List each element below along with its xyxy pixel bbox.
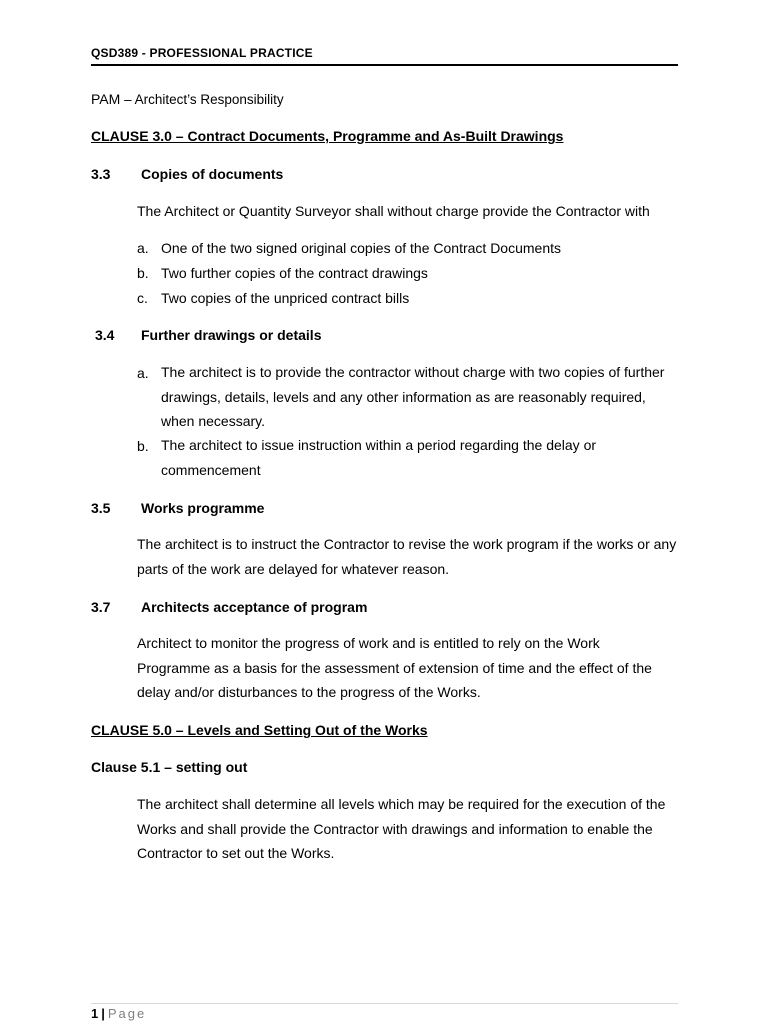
list-item-marker: b. [137, 438, 149, 454]
list-item: Two further copies of the contract drawings [161, 265, 428, 281]
list-item: Two copies of the unpriced contract bills [161, 290, 410, 306]
list-item-marker: a. [137, 365, 149, 381]
list-item-marker: a. [137, 240, 149, 256]
clause-5-1-title: Clause 5.1 – setting out [91, 759, 248, 775]
list-item: One of the two signed original copies of the Contract Documents [161, 240, 561, 256]
list-item: The architect is to provide the contractor without charge with two copies of further drawings, details, levels and any other information as are reasonably required, when necessary. [161, 364, 665, 429]
section-3-7-number: 3.7 [91, 599, 111, 615]
list-item-marker: c. [137, 290, 148, 306]
page-footer [91, 1006, 146, 1021]
list-item: The architect to issue instruction within a period regarding the delay or commencement [161, 437, 597, 478]
section-3-5-number: 3.5 [91, 500, 111, 516]
section-3-5-body: The architect is to instruct the Contractor to revise the work program if the works or any parts of the work are delayed for whatever reason. [137, 536, 677, 577]
footer-separator: | [101, 1006, 105, 1021]
section-3-4-number: 3.4 [95, 327, 115, 343]
list-item-marker: b. [137, 265, 149, 281]
section-3-3-body: The Architect or Quantity Surveyor shall without charge provide the Contractor with [137, 203, 650, 219]
footer-rule [91, 1003, 678, 1004]
clause5-heading: CLAUSE 5.0 – Levels and Setting Out of the Works [91, 722, 428, 738]
section-3-5-title: Works programme [141, 500, 265, 516]
clause-5-1-body: The architect shall determine all levels which may be required for the execution of the Works and shall provide the Contractor with drawings and information to enable the Contractor to set out the Works. [137, 796, 666, 861]
section-3-3-number: 3.3 [91, 166, 111, 182]
document-header: QSD389 - PROFESSIONAL PRACTICE [91, 46, 313, 60]
section-3-4-title: Further drawings or details [141, 327, 322, 343]
clause3-heading: CLAUSE 3.0 – Contract Documents, Programme and As-Built Drawings [91, 128, 564, 144]
section-3-3-title: Copies of documents [141, 166, 284, 182]
header-rule [91, 64, 678, 66]
section-3-7-title: Architects acceptance of program [141, 599, 368, 615]
page-number: 1 [91, 1006, 99, 1021]
intro-line [91, 91, 284, 107]
section-3-7-body: Architect to monitor the progress of work and is entitled to rely on the Work Programme as a basis for the assessment of extension of time and the effect of the delay and/or disturbances to the progress of the Works. [137, 635, 652, 700]
intro-lead: PAM [91, 91, 121, 107]
intro-rest: – Architect’s Responsibility [120, 92, 284, 107]
page-word: Page [107, 1006, 147, 1021]
